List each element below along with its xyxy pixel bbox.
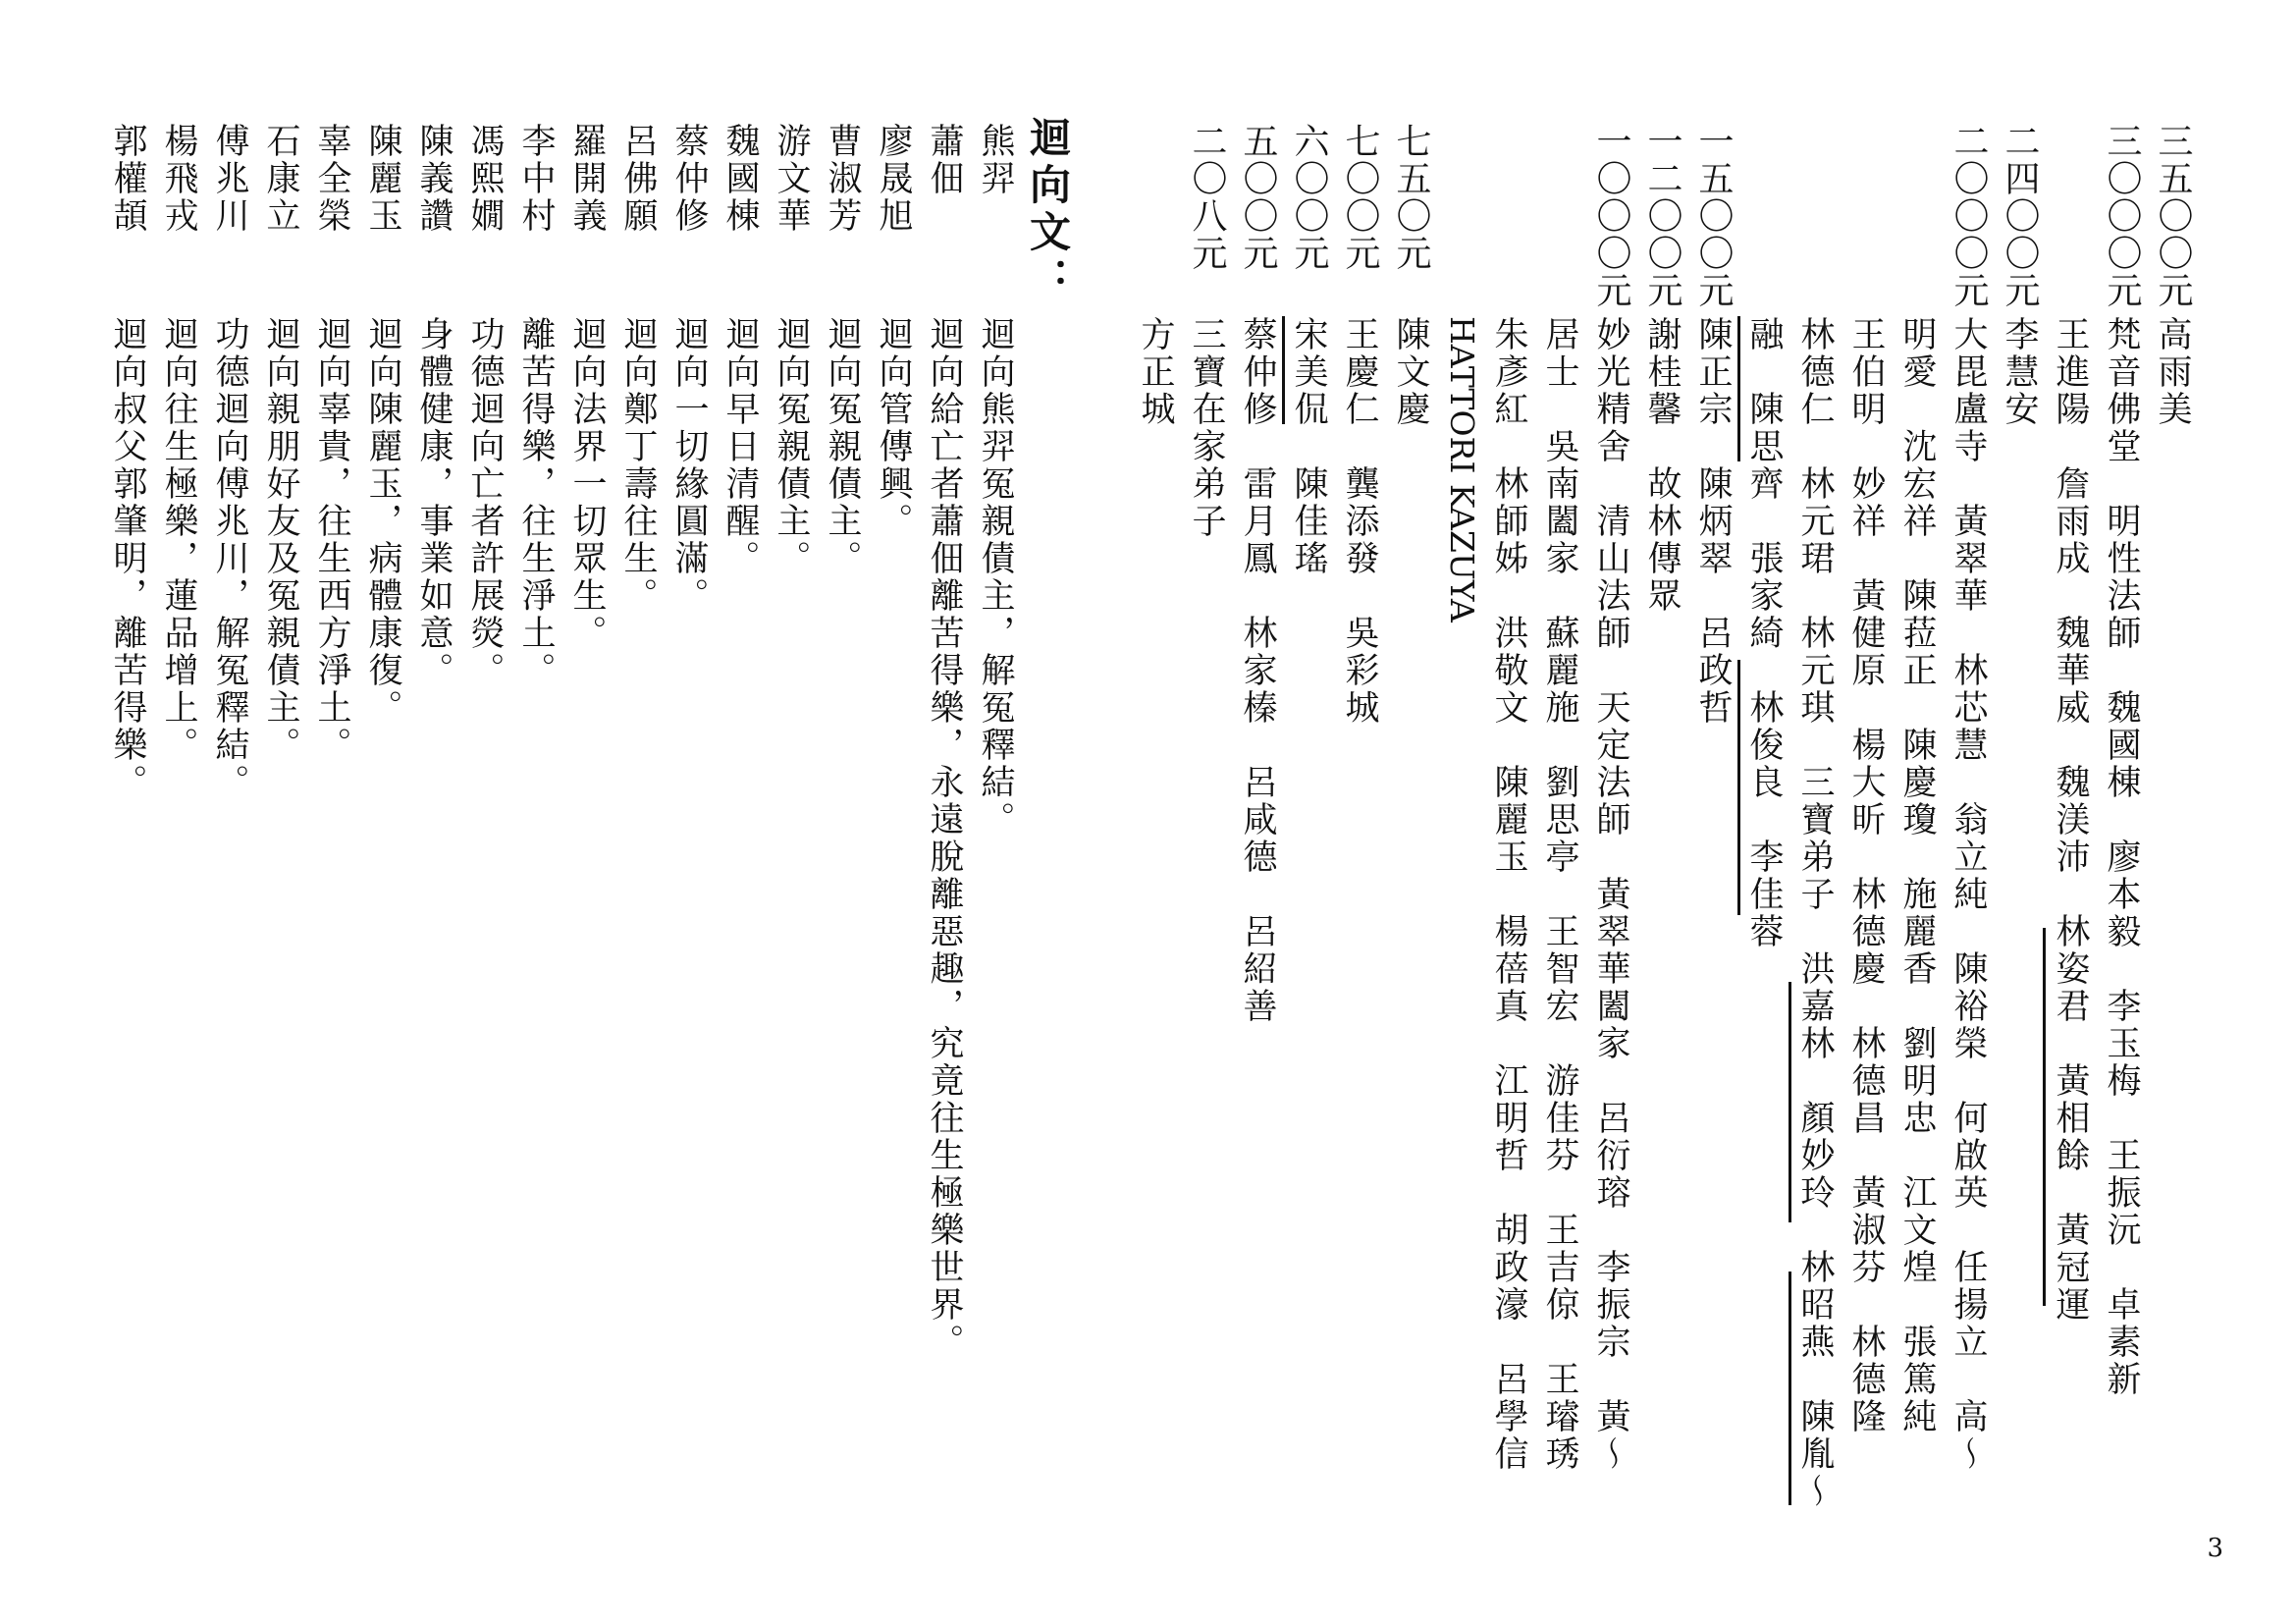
dedication-donor-name: 蔡仲修 (669, 123, 709, 235)
amount-600: 六〇〇元 (1289, 123, 1329, 272)
donor-names-700: 王慶仁 龔添發 吳彩城 (1340, 316, 1379, 727)
dedication-donor-name: 蕭佃 (925, 123, 964, 197)
donor-names-2000-line2: 明愛 沈宏祥 陳菈正 陳慶瓊 施麗香 劉明忠 江文煌 張篤純 (1897, 316, 1937, 1435)
dedication-text: 迴向叔父郭肇明，離苦得樂。 (108, 316, 147, 801)
donor-names-3500: 高雨美 (2153, 316, 2192, 428)
dedication-donor-name: 羅開義 (567, 123, 607, 235)
amount-2400: 二四〇〇元 (2000, 123, 2040, 309)
amount-750: 七五〇元 (1391, 123, 1431, 272)
dedication-text: 迴向熊羿冤親債主，解冤釋結。 (976, 316, 1015, 839)
donor-names-1500: 陳正宗 陳炳翠 呂政哲 (1693, 316, 1733, 727)
dedication-text: 迴向給亡者蕭佃離苦得樂，永遠脫離惡趣，究竟往生極樂世界。 (925, 316, 964, 1361)
amount-1200: 一二〇〇元 (1642, 123, 1682, 309)
donor-names-208-line2: 方正城 (1136, 316, 1175, 428)
donor-names-2400: 李慧安 (2000, 316, 2039, 428)
amount-3500: 三五〇〇元 (2153, 123, 2193, 309)
donor-names-1000-line3: 朱彥紅 林師姊 洪敬文 陳麗玉 楊蓓真 江明哲 胡政濠 呂學信 (1489, 316, 1528, 1473)
donor-names-2000-line1: 大毘盧寺 黃翠華 林芯慧 翁立純 陳裕榮 何啟英 任揚立 高〜 (1949, 316, 1988, 1473)
donor-names-2000-line3: 王伯明 妙祥 黃健原 楊大昕 林德慶 林德昌 黃淑芬 林德隆 (1846, 316, 1886, 1435)
dedication-text: 離苦得樂，往生淨土。 (516, 316, 556, 689)
donor-names-208-line1: 三寶在家弟子 (1187, 316, 1226, 540)
dedication-donor-name: 石康立 (261, 123, 300, 235)
donor-names-3000-line1: 梵音佛堂 明性法師 魏國棟 廖本毅 李玉梅 王振沅 卓素新 (2102, 316, 2141, 1398)
donor-names-3000-line2: 王進陽 詹雨成 魏華威 魏渼沛 林姿君 黃相餘 黃冠運 (2051, 316, 2090, 1324)
amount-208: 二〇八元 (1187, 123, 1227, 272)
dedication-donor-name: 陳義讚 (414, 123, 454, 235)
dedication-donor-name: 陳麗玉 (363, 123, 402, 235)
dedication-text: 迴向辜貴，往生西方淨土。 (312, 316, 351, 764)
dedication-text: 迴向往生極樂，蓮品增上。 (159, 316, 198, 764)
dedication-text: 功德迴向傅兆川，解冤釋結。 (210, 316, 249, 801)
donor-roman-name: HATTORI KAZUYA (1443, 316, 1481, 623)
dedication-donor-name: 曹淑芳 (823, 123, 862, 235)
amount-2000: 二〇〇〇元 (1949, 123, 1989, 309)
dedication-donor-name: 傅兆川 (210, 123, 249, 235)
page-number: 3 (2207, 1534, 2223, 1563)
donor-names-600: 宋美侃 陳佳瑤 (1289, 316, 1328, 577)
amount-3000: 三〇〇〇元 (2102, 123, 2142, 309)
name-group-bracket (1789, 982, 1791, 1222)
donor-names-1000-line1: 妙光精舍 清山法師 天定法師 黃翠華闔家 呂衍瑢 李振宗 黃〜 (1591, 316, 1630, 1473)
amount-1500: 一五〇〇元 (1693, 123, 1734, 309)
dedication-text: 迴向親朋好友及冤親債主。 (261, 316, 300, 764)
name-group-bracket (1789, 1272, 1791, 1505)
dedication-donor-name: 游文華 (772, 123, 811, 235)
name-group-bracket (1737, 316, 1740, 461)
donor-names-2000-line4: 林德仁 林元珺 林元琪 三寶弟子 洪嘉林 顏妙玲 林昭燕 陳胤〜 (1795, 316, 1835, 1510)
dedication-donor-name: 辜全榮 (312, 123, 351, 235)
amount-1000: 一〇〇〇元 (1591, 123, 1631, 309)
amount-700: 七〇〇元 (1340, 123, 1380, 272)
dedication-donor-name: 魏國棟 (721, 123, 760, 235)
dedication-donor-name: 李中村 (516, 123, 556, 235)
dedication-text: 迴向法界一切眾生。 (567, 316, 607, 652)
name-group-bracket (1282, 316, 1285, 424)
dedication-donor-name: 熊羿 (976, 123, 1015, 197)
name-group-bracket (1737, 660, 1740, 915)
donor-names-2000-line5: 融 陳思齊 張家綺 林俊良 李佳蓉 (1744, 316, 1784, 950)
amount-500: 五〇〇元 (1238, 123, 1278, 272)
donor-names-1200: 謝桂馨 故林傳眾 (1642, 316, 1682, 615)
dedication-donor-name: 呂佛願 (618, 123, 658, 235)
dedication-title: 迴向文： (1024, 116, 1072, 304)
dedication-text: 迴向陳麗玉，病體康復。 (363, 316, 402, 727)
dedication-text: 迴向冤親債主。 (823, 316, 862, 577)
dedication-text: 迴向冤親債主。 (772, 316, 811, 577)
dedication-text: 身體健康，事業如意。 (414, 316, 454, 689)
dedication-text: 迴向早日清醒。 (721, 316, 760, 577)
donor-names-1000-line2: 居士 吳南闔家 蘇麗施 劉思亭 王智宏 游佳芬 王吉倞 王璿琇 (1540, 316, 1579, 1473)
dedication-donor-name: 馮熙嫺 (465, 123, 505, 235)
donor-names-750: 陳文慶 (1391, 316, 1430, 428)
dedication-donor-name: 楊飛戎 (159, 123, 198, 235)
dedication-text: 迴向一切緣圓滿。 (669, 316, 709, 615)
donor-names-500: 蔡仲修 雷月鳳 林家榛 呂咸德 呂紹善 (1238, 316, 1277, 1025)
dedication-donor-name: 郭權頡 (108, 123, 147, 235)
dedication-donor-name: 廖晟旭 (874, 123, 913, 235)
dedication-text: 功德迴向亡者許展熒。 (465, 316, 505, 689)
dedication-text: 迴向管傳興。 (874, 316, 913, 540)
dedication-text: 迴向鄭丁壽往生。 (618, 316, 658, 615)
name-group-bracket (2043, 928, 2046, 1306)
